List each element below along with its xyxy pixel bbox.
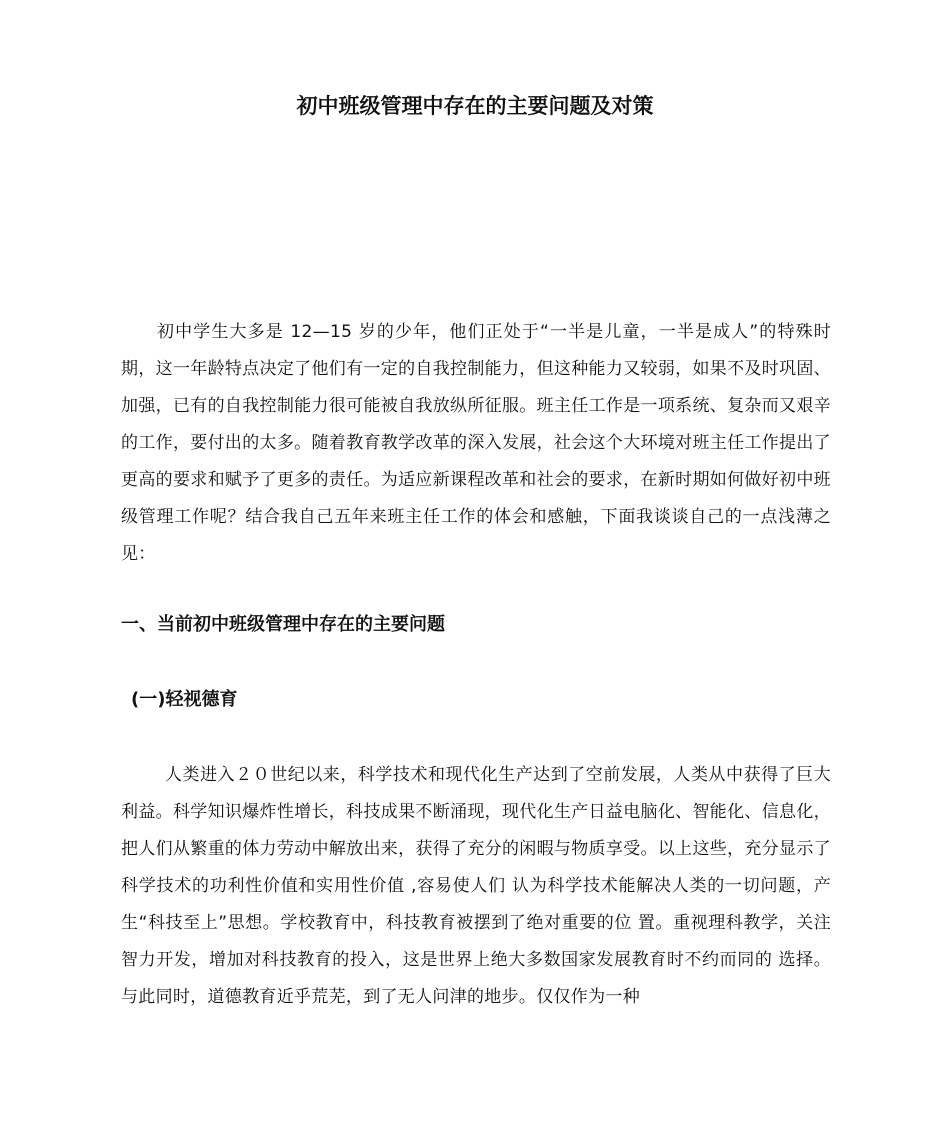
intro-paragraph: 初中学生大多是 12—15 岁的少年，他们正处于“一半是儿童，一半是成人”的特殊时期，这一年龄特点决定了他们有一定的自我控制能力，但这种能力又较弱，如果不及时巩固、加强，已有的自我控制能力很可能被自我放纵所征服。班主任工作是一项系统、复杂而又艰辛的工作，要付出的太多。随着教育教学改革的深入发展，社会这个大环境对班主任工作提出了更高的要求和赋予了更多的责任。为适应新课程改革和社会的要求，在新时期如何做好初中班级管理工作呢？结合我自己五年来班主任工作的体会和感触，下面我谈谈自己的一点浅薄之见： <box>121 322 831 564</box>
section-heading: 一、当前初中班级管理中存在的主要问题 <box>121 614 445 635</box>
body-paragraph: 人类进入２０世纪以来，科学技术和现代化生产达到了空前发展，人类从中获得了巨大利益。科学知识爆炸性增长，科技成果不断涌现，现代化生产日益电脑化、智能化、信息化，把人们从繁重的体力劳动中解放出来，获得了充分的闲暇与物质享受。以上这些，充分显示了科学技术的功利性价值和实用性价值 ,容易使人们 认为科学技术能解决人类的一切问题，产生“科技至上”思想。学校教育中，科技教育被摆到了绝对重要的位 置。重视理科教学，关注智力开发，增加对科技教育的投入，这是世界上绝大多数国家发展教育时不约而同的 选择。与此同时，道德教育近乎荒芜，到了无人问津的地步。仅仅作为一种 <box>121 765 831 1007</box>
subsection-heading: (一)轻视德育 <box>131 689 238 710</box>
document-title: 初中班级管理中存在的主要问题及对策 <box>296 94 654 118</box>
